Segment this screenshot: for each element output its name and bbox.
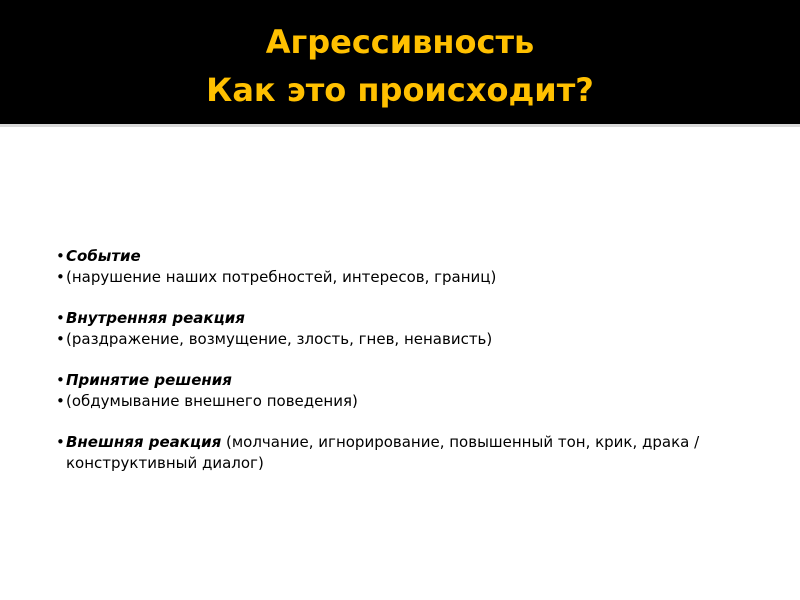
- slide-title-line1: Агрессивность: [265, 23, 535, 61]
- bullet-text-continued: конструктивный диалог): [66, 454, 264, 472]
- bullet-label: Событие: [66, 247, 141, 265]
- slide-title-line2: Как это происходит?: [206, 71, 594, 109]
- bullet-text: (нарушение наших потребностей, интересов, границ): [66, 268, 497, 286]
- bullet-item-decision: [56, 370, 776, 391]
- bullet-list: [56, 246, 776, 474]
- bullet-text: (обдумывание внешнего поведения): [66, 392, 358, 410]
- bullet-label: Внешняя реакция: [66, 433, 222, 451]
- bullet-item-inner-reaction: [56, 308, 776, 329]
- bullet-item-event: [56, 246, 776, 267]
- bullet-item-outer-reaction: [56, 432, 776, 474]
- bullet-item-event-detail: [56, 267, 776, 288]
- bullet-text: (молчание, игнорирование, повышенный тон, крик, драка /: [221, 433, 700, 451]
- bullet-label: Внутренняя реакция: [66, 309, 245, 327]
- slide-title: [0, 18, 800, 114]
- title-divider: [0, 124, 800, 127]
- bullet-item-decision-detail: [56, 391, 776, 412]
- bullet-text: (раздражение, возмущение, злость, гнев, ненависть): [66, 330, 493, 348]
- bullet-label: Принятие решения: [66, 371, 232, 389]
- bullet-item-inner-reaction-detail: [56, 329, 776, 350]
